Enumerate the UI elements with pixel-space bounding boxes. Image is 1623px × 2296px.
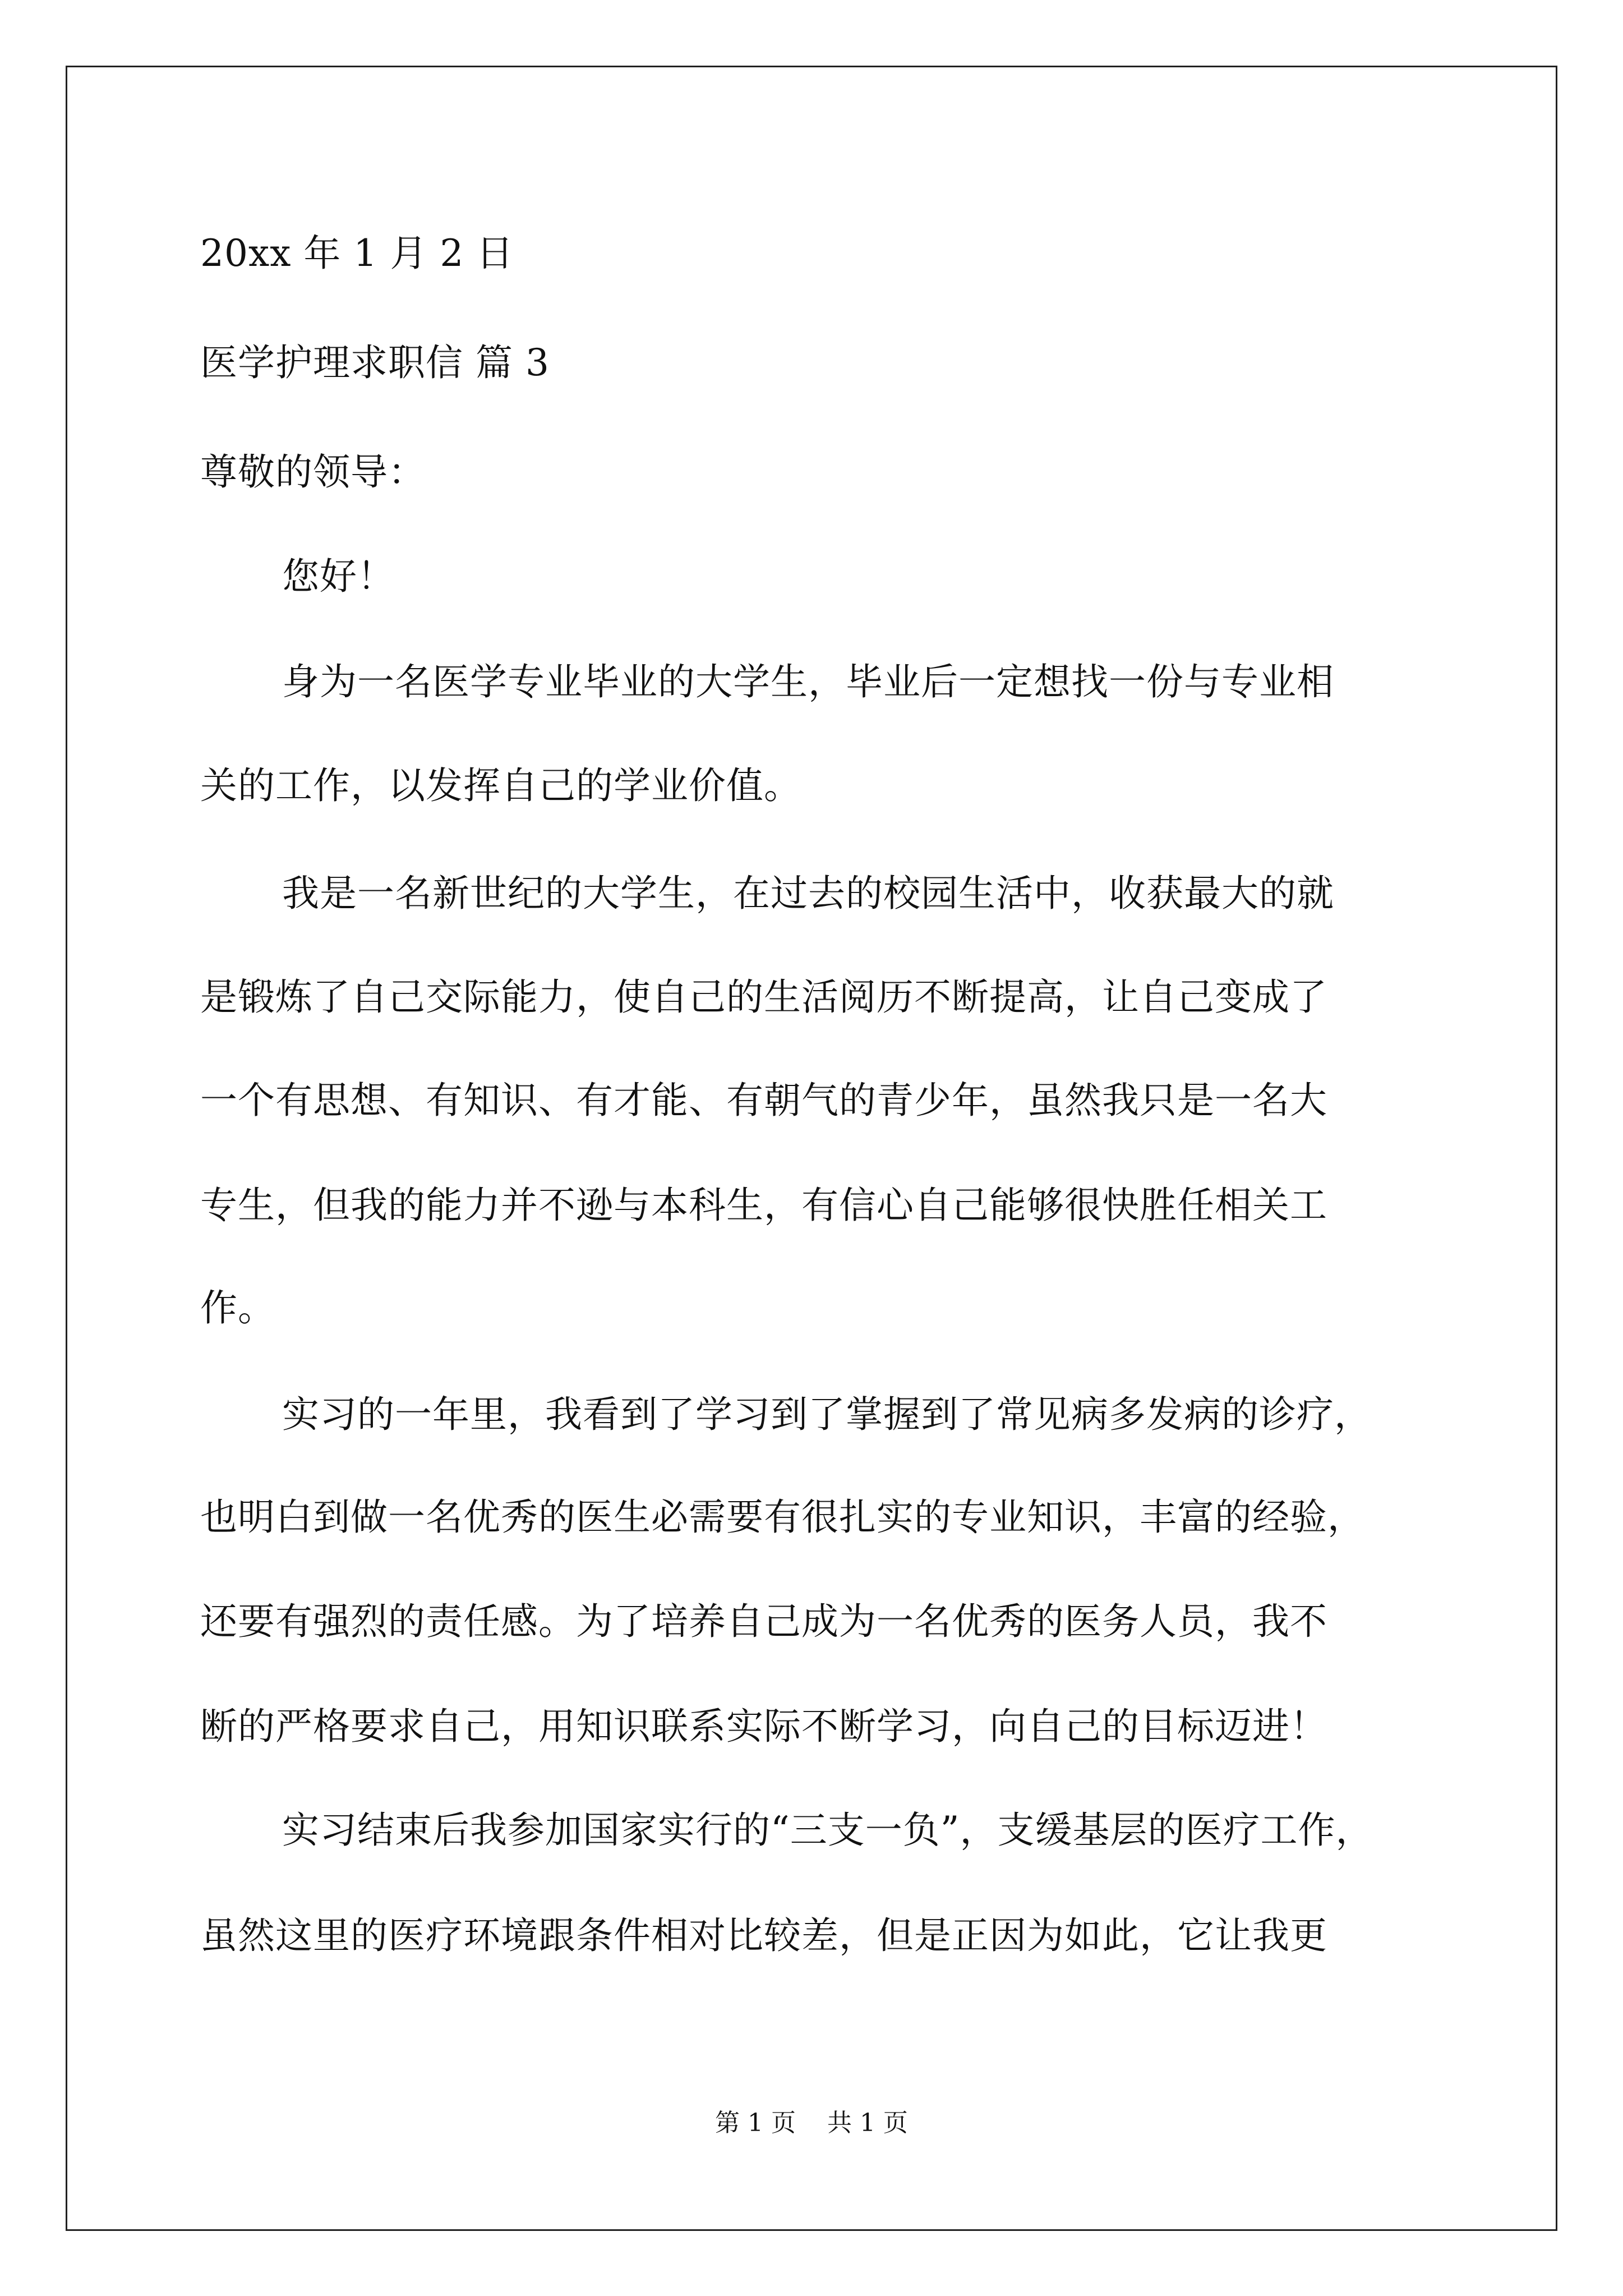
paragraph-1-line-2: 关的工作，以发挥自己的学业价值。 xyxy=(200,764,801,807)
paragraph-2-line-5: 作。 xyxy=(200,1286,275,1329)
paragraph-1-line-1: 身为一名医学专业毕业的大学生，毕业后一定想找一份与专业相 xyxy=(282,660,1334,703)
page-footer: 第 1 页 共 1 页 xyxy=(715,2109,908,2137)
letter-greeting: 您好！ xyxy=(282,555,395,598)
paragraph-4-line-2: 虽然这里的医疗环境跟条件相对比较差，但是正因为如此，它让我更 xyxy=(200,1914,1327,1957)
paragraph-2-line-2: 是锻炼了自己交际能力，使自己的生活阅历不断提高，让自己变成了 xyxy=(200,976,1327,1019)
letter-heading: 医学护理求职信 篇 3 xyxy=(200,341,550,384)
letter-salutation: 尊敬的领导： xyxy=(200,450,426,494)
paragraph-3-line-1: 实习的一年里，我看到了学习到了掌握到了常见病多发病的诊疗， xyxy=(282,1393,1372,1436)
paragraph-3-line-2: 也明白到做一名优秀的医生必需要有很扎实的专业知识，丰富的经验， xyxy=(200,1496,1365,1539)
paragraph-2-line-3: 一个有思想、有知识、有才能、有朝气的青少年，虽然我只是一名大 xyxy=(200,1079,1327,1122)
page-border xyxy=(66,66,1557,2231)
paragraph-2-line-1: 我是一名新世纪的大学生，在过去的校园生活中，收获最大的就 xyxy=(282,872,1334,915)
paragraph-3-line-3: 还要有强烈的责任感。为了培养自己成为一名优秀的医务人员，我不 xyxy=(200,1600,1327,1643)
paragraph-4-line-1: 实习结束后我参加国家实行的“三支一负”，支缓基层的医疗工作， xyxy=(282,1809,1373,1852)
paragraph-2-line-4: 专生，但我的能力并不逊与本科生，有信心自己能够很快胜任相关工 xyxy=(200,1184,1327,1227)
paragraph-3-line-4: 断的严格要求自己，用知识联系实际不断学习，向自己的目标迈进！ xyxy=(200,1705,1327,1748)
letter-date: 20xx 年 1 月 2 日 xyxy=(200,232,514,275)
